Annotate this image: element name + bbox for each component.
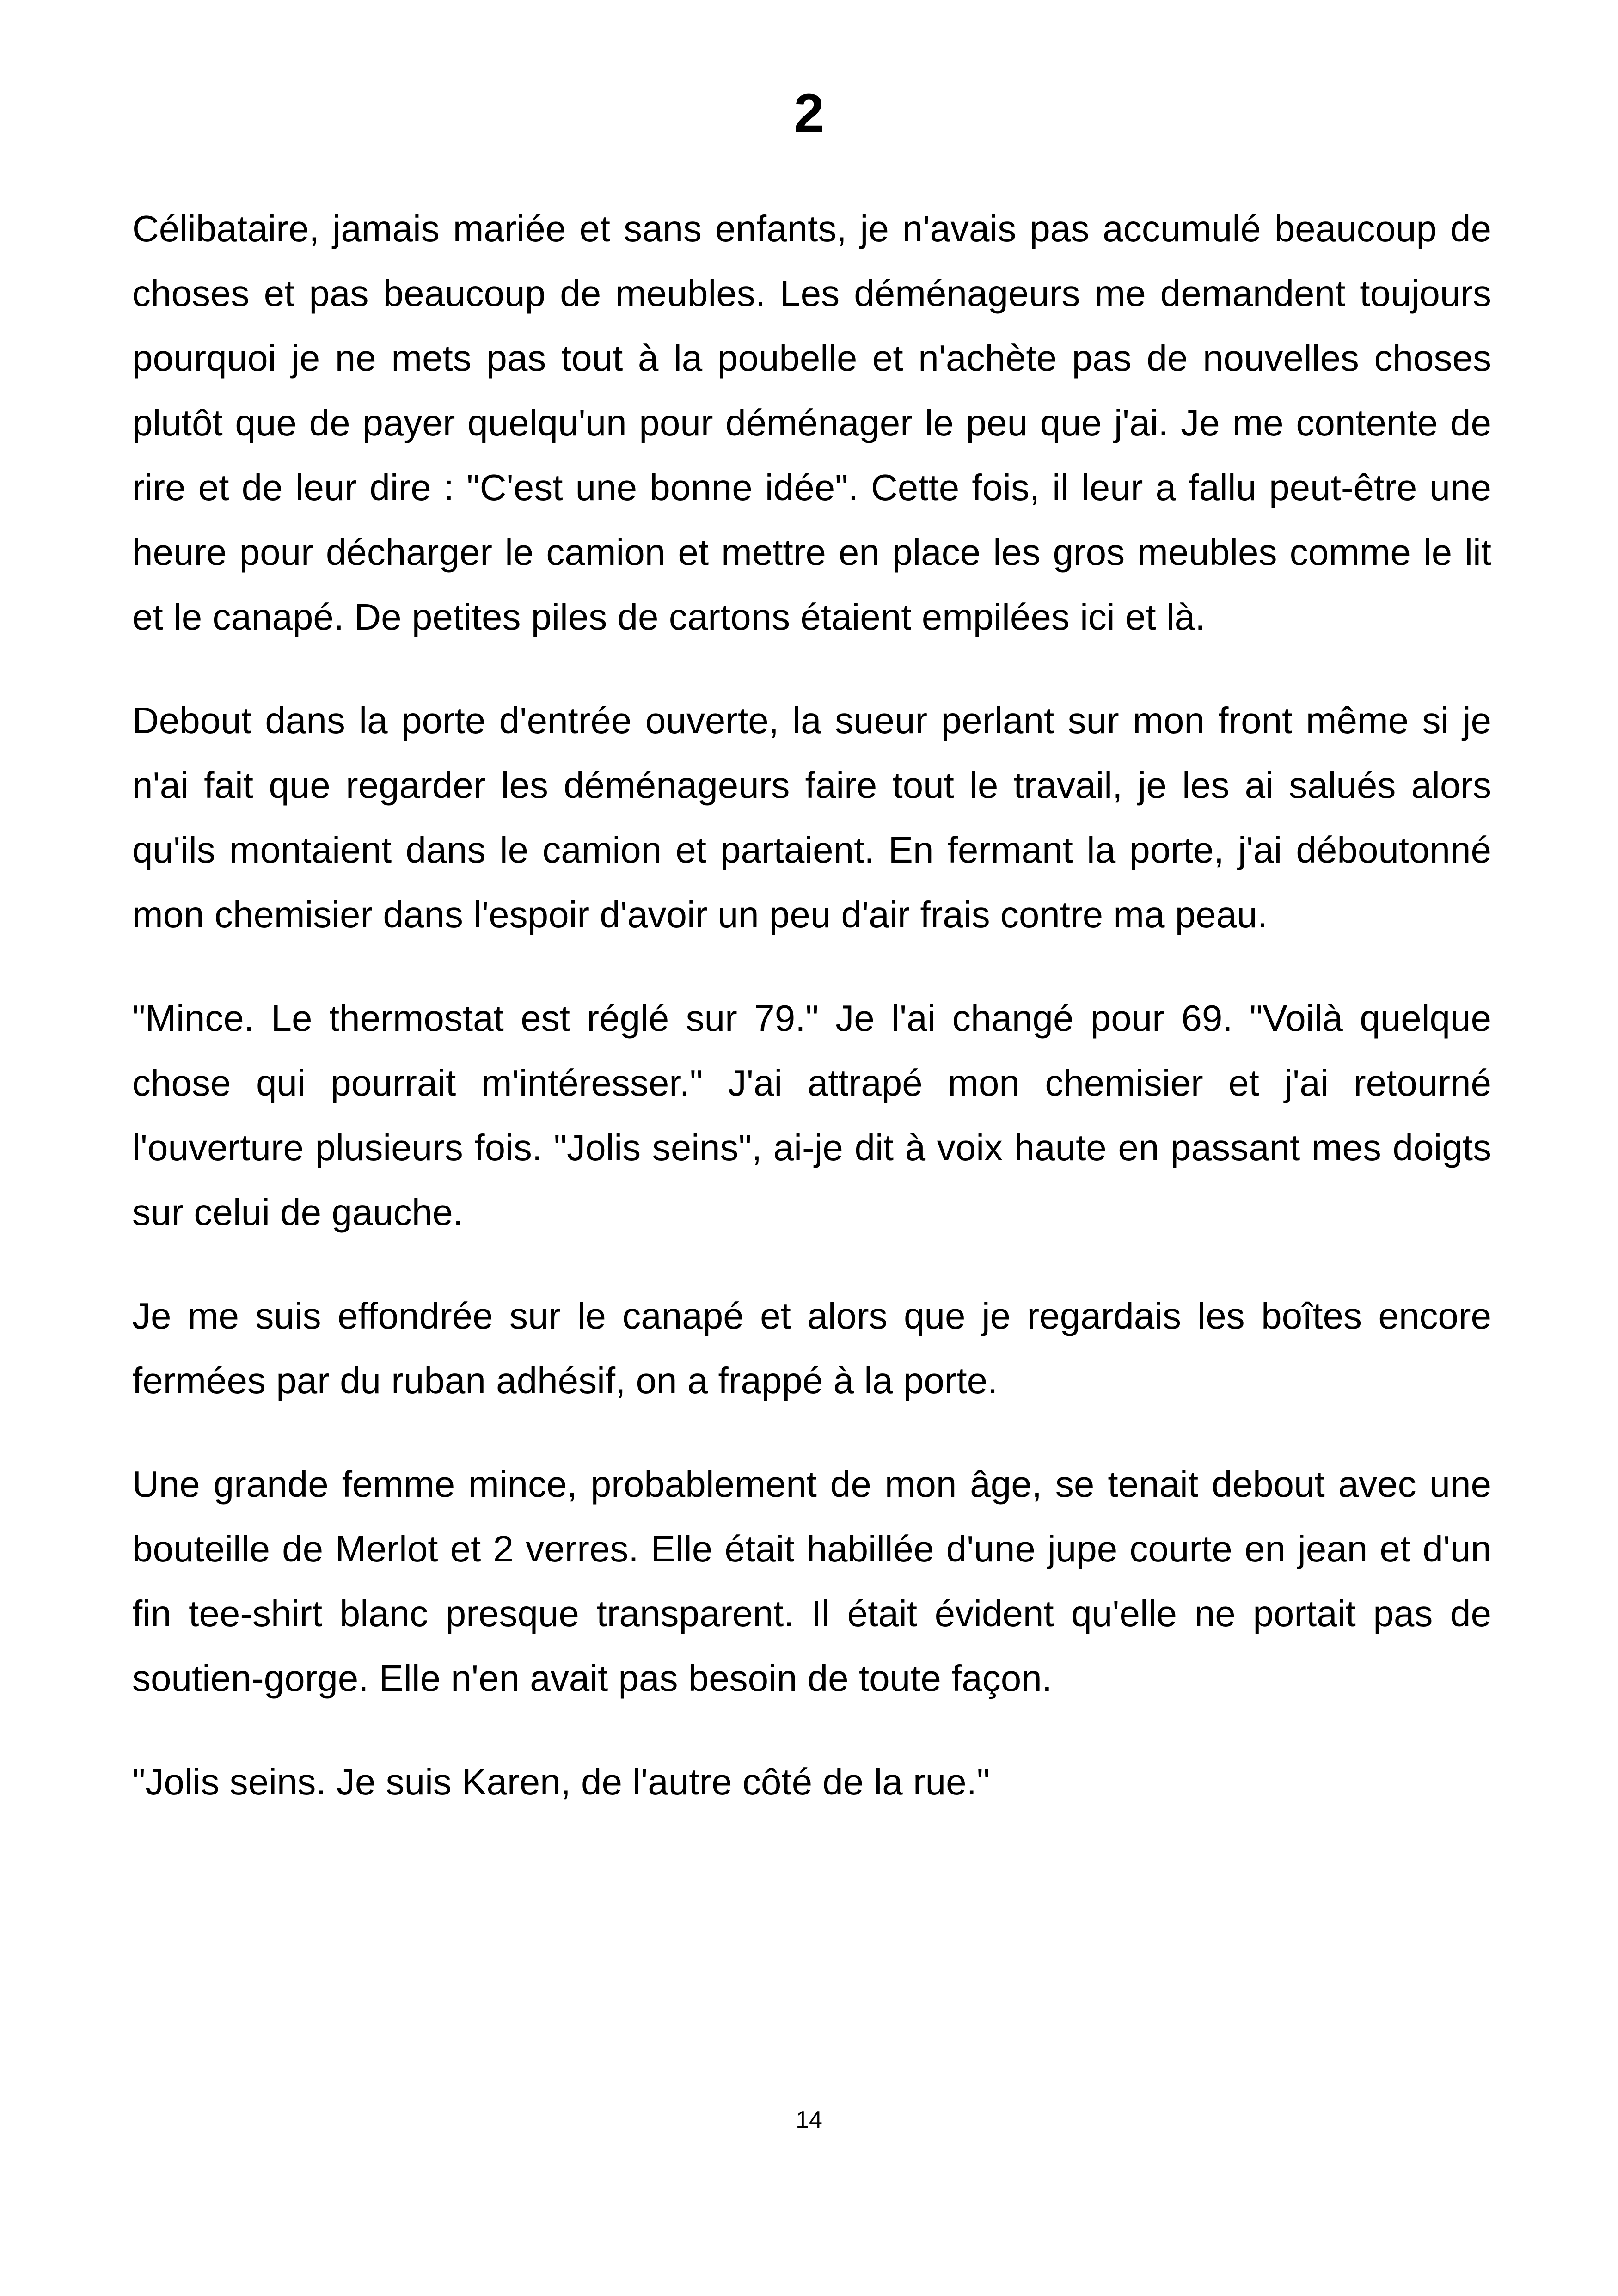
- paragraph: Une grande femme mince, probablement de mon âge, se tenait debout avec une bouteille de Merlot et 2 verres. Elle était habillée d'une jupe courte en jean et d'un fin tee-shirt blanc presque transparent. Il était évident qu'elle ne portait pas de soutien-gorge. Elle n'en avait pas besoin de toute façon.: [132, 1463, 1491, 1699]
- page-number: 14: [796, 2106, 822, 2133]
- chapter-body: [132, 196, 1491, 1853]
- chapter-number: 2: [794, 83, 824, 144]
- paragraph: Debout dans la porte d'entrée ouverte, la sueur perlant sur mon front même si je n'ai fait que regarder les déménageurs faire tout le travail, je les ai salués alors qu'ils montaient dans le camion et partaient. En fermant la porte, j'ai déboutonné mon chemisier dans l'espoir d'avoir un peu d'air frais contre ma peau.: [132, 700, 1491, 935]
- paragraph: "Jolis seins. Je suis Karen, de l'autre côté de la rue.": [132, 1761, 990, 1802]
- paragraph: Célibataire, jamais mariée et sans enfants, je n'avais pas accumulé beaucoup de choses et pas beaucoup de meubles. Les déménageurs me demandent toujours pourquoi je ne mets pas tout à la poubelle et n'achète pas de nouvelles choses plutôt que de payer quelqu'un pour déménager le peu que j'ai. Je me contente de rire et de leur dire : "C'est une bonne idée". Cette fois, il leur a fallu peut-être une heure pour décharger le camion et mettre en place les gros meubles comme le lit et le canapé. De petites piles de cartons étaient empilées ici et là.: [132, 208, 1491, 637]
- paragraph: "Mince. Le thermostat est réglé sur 79." Je l'ai changé pour 69. "Voilà quelque chose qui pourrait m'intéresser." J'ai attrapé mon chemisier et j'ai retourné l'ouverture plusieurs fois. "Jolis seins", ai-je dit à voix haute en passant mes doigts sur celui de gauche.: [132, 998, 1491, 1233]
- paragraph: Je me suis effondrée sur le canapé et alors que je regardais les boîtes encore fermées par du ruban adhésif, on a frappé à la porte.: [132, 1295, 1491, 1401]
